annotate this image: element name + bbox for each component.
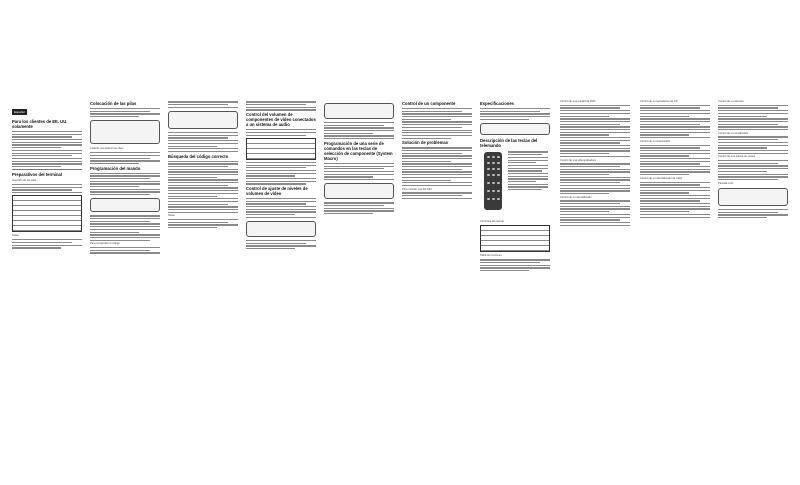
text-block xyxy=(402,147,472,186)
text-block xyxy=(560,200,630,225)
heading-volume-control: Control del volumen de componentes de vídeo conectados a un sistema de audio xyxy=(246,112,316,128)
code-table xyxy=(12,195,82,232)
display-diagram xyxy=(324,103,394,119)
remote-area xyxy=(480,150,550,220)
display-diagram xyxy=(324,183,394,199)
heading-key-description: Descripción de las teclas del telemando xyxy=(480,138,538,149)
column-10 xyxy=(718,100,788,400)
text-block xyxy=(560,105,630,157)
text-block xyxy=(246,129,316,136)
text-block xyxy=(246,240,316,249)
subheading-fn-key: Para mostrar una FN-KEY xyxy=(402,187,433,191)
heading-cassette: Control de una platina de casete xyxy=(718,155,756,159)
subheading-controls: Controles del mando xyxy=(480,220,504,224)
heading-batteries: Colocación de las pilas xyxy=(90,101,137,106)
text-block xyxy=(12,131,82,167)
heading-cable: Control de un decodificador de cable xyxy=(640,176,683,180)
notes-heading: Notas xyxy=(168,214,175,218)
column-2 xyxy=(90,100,160,400)
key-diagram xyxy=(90,198,160,212)
text-block xyxy=(246,101,316,110)
column-6 xyxy=(402,100,472,400)
text-block xyxy=(640,182,710,218)
heading-programming: Programación del mando xyxy=(90,165,141,171)
heading-tuner: Control de un sintonizador xyxy=(640,139,671,143)
heading-specifications: Especificaciones xyxy=(480,101,514,106)
lcd-diagram xyxy=(718,188,788,206)
subheading-batteries: Inserción de las pilas xyxy=(12,179,37,183)
text-block xyxy=(90,173,160,196)
text-block xyxy=(324,163,394,180)
text-block xyxy=(718,160,788,180)
text-block xyxy=(246,198,316,218)
heading-customers: Para los clientes de EE. UU. solamente xyxy=(12,119,68,129)
battery-diagram xyxy=(90,120,160,144)
volume-table xyxy=(246,138,316,160)
function-table xyxy=(480,225,550,252)
subheading-function-table: Tabla de funciones xyxy=(480,254,502,258)
text-block xyxy=(90,108,160,117)
column-4 xyxy=(246,100,316,400)
text-block xyxy=(560,163,630,194)
heading-section: Preparativos del terminal xyxy=(12,172,63,178)
heading-tv: Control de un televisor xyxy=(718,100,744,103)
heading-control-component: Control de un componente xyxy=(402,101,456,106)
text-block xyxy=(402,108,472,139)
heading-decoder: Control de un decodificador xyxy=(560,195,592,199)
text-block xyxy=(324,122,394,139)
text-block xyxy=(480,108,550,120)
text-block xyxy=(90,152,160,164)
heading-vcr: Control de una videograbadora xyxy=(560,158,596,162)
column-5 xyxy=(324,100,394,400)
text-block xyxy=(90,215,160,240)
text-block xyxy=(640,105,710,139)
remote-control-illustration xyxy=(484,152,502,210)
text-block xyxy=(168,161,238,213)
heading-cd: Control de un reproductor de CD xyxy=(640,100,678,103)
heading-troubleshooting: Solución de problemas xyxy=(402,140,449,146)
text-block xyxy=(246,162,316,185)
column-7 xyxy=(480,100,550,400)
text-block xyxy=(718,105,788,130)
display-diagram xyxy=(168,111,238,129)
text-block xyxy=(12,184,82,193)
heading-system-macro: Programación de una serie de comandos en las teclas de selección de componente (System Macro) xyxy=(324,140,393,161)
text-block xyxy=(640,145,710,176)
heading-volume-adjust: Control de ajuste de niveles de volumen de vídeo xyxy=(246,186,308,196)
divider xyxy=(12,169,82,170)
text-block xyxy=(12,239,82,248)
text-block xyxy=(480,259,550,271)
text-block xyxy=(168,219,238,228)
text-block xyxy=(718,209,788,218)
notes-heading: Notas xyxy=(12,234,19,238)
heading-amplifier: Control de un amplificador xyxy=(718,131,749,135)
text-block xyxy=(324,202,394,214)
column-3 xyxy=(168,100,238,400)
heading-lcd: Pantalla LCD xyxy=(718,181,734,185)
subheading-replace: Cuándo reemplazar las pilas xyxy=(90,147,123,151)
language-tag: Español xyxy=(14,110,25,114)
column-9 xyxy=(640,100,710,400)
heading-search-code: Búsqueda del código correcto xyxy=(168,153,229,159)
text-block xyxy=(90,247,160,254)
text-block xyxy=(168,132,238,152)
logo-box xyxy=(480,123,550,135)
text-block xyxy=(718,136,788,153)
column-8 xyxy=(560,100,630,400)
column-1 xyxy=(12,100,82,400)
key-list xyxy=(508,150,548,192)
heading-dvd: Control de una unidad de DVD xyxy=(560,100,596,103)
subheading-check-code: Para comprobar el código xyxy=(90,242,120,246)
text-block xyxy=(402,192,472,199)
display-diagram xyxy=(246,221,316,237)
text-block xyxy=(168,101,238,108)
